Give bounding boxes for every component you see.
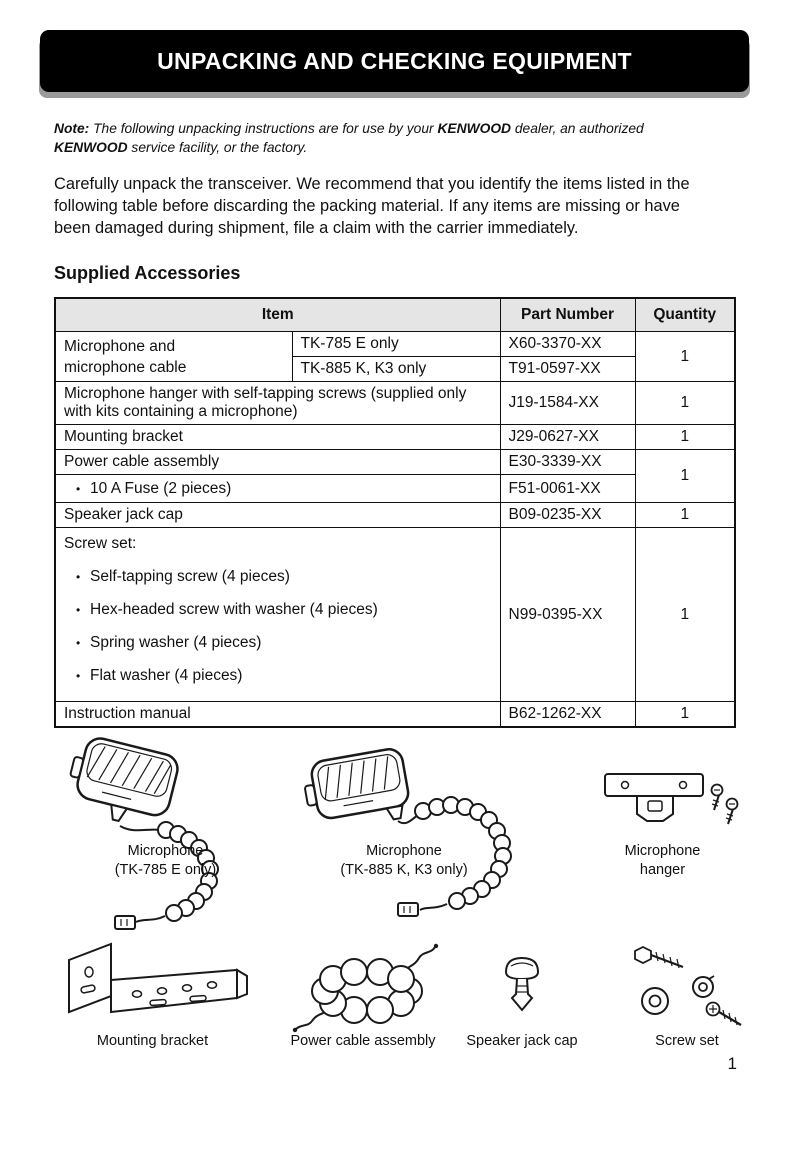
caption-power-cable bbox=[268, 1032, 458, 1051]
cell-bracket-part: J29-0627-XX bbox=[500, 425, 635, 450]
page-number: 1 bbox=[727, 1054, 737, 1073]
screw-bullet-4: • Flat washer (4 pieces) bbox=[64, 665, 492, 686]
screw-bullet-3: • Spring washer (4 pieces) bbox=[64, 632, 492, 653]
cell-manual-part: B62-1262-XX bbox=[500, 702, 635, 728]
caption-mounting-bracket-text: Mounting bracket bbox=[96, 1033, 209, 1049]
cell-microphone-item bbox=[55, 332, 292, 382]
note-paragraph bbox=[54, 119, 694, 157]
screw-bullet-1: • Self-tapping screw (4 pieces) bbox=[64, 566, 492, 587]
cell-fuse-part: F51-0061-XX bbox=[500, 475, 635, 503]
screw-bullet-2: • Hex-headed screw with washer (4 pieces) bbox=[64, 599, 492, 620]
cell-variant-885: TK-885 K, K3 only bbox=[292, 357, 500, 382]
row-microphone-hanger bbox=[55, 382, 735, 425]
row-mounting-bracket bbox=[55, 425, 735, 450]
caption-screw-set-text: Screw set bbox=[655, 1033, 719, 1049]
caption-microphone-885 bbox=[308, 842, 500, 880]
brand-kenwood-1: KENWOOD bbox=[437, 121, 512, 136]
caption-hanger-line1: Microphone bbox=[624, 843, 701, 859]
cell-fuse-item bbox=[55, 475, 500, 503]
caption-hanger-line2: hanger bbox=[639, 862, 686, 878]
caption-speaker-jack-cap-text: Speaker jack cap bbox=[466, 1033, 578, 1049]
microphone-785-illustration bbox=[58, 734, 273, 939]
row-instruction-manual bbox=[55, 702, 735, 728]
section-heading: Supplied Accessories bbox=[54, 263, 241, 283]
microphone-item-line2: microphone cable bbox=[64, 358, 187, 376]
microphone-hanger-illustration bbox=[583, 762, 743, 837]
speaker-jack-cap-illustration bbox=[492, 952, 552, 1024]
cell-hanger-part: J19-1584-XX bbox=[500, 382, 635, 425]
table-header-row bbox=[55, 298, 735, 332]
caption-microphone-785-line1: Microphone bbox=[127, 843, 204, 859]
cell-hanger-item: Microphone hanger with self-tapping screws (supplied only with kits containing a microphone) bbox=[55, 382, 500, 425]
note-text-1: The following unpacking instructions are for use by your bbox=[89, 121, 438, 136]
cell-power-qty: 1 bbox=[635, 450, 735, 503]
caption-microphone-785-line2: (TK-785 E only) bbox=[114, 862, 217, 878]
cell-power-item: Power cable assembly bbox=[55, 450, 500, 475]
caption-power-cable-text: Power cable assembly bbox=[290, 1033, 436, 1049]
microphone-885-illustration bbox=[298, 739, 548, 924]
screw-set-illustration bbox=[625, 937, 750, 1029]
screw-set-label: Screw set: bbox=[64, 535, 137, 552]
cell-bracket-item: Mounting bracket bbox=[55, 425, 500, 450]
page-title: UNPACKING AND CHECKING EQUIPMENT bbox=[157, 47, 632, 74]
cell-screw-set bbox=[55, 528, 500, 702]
caption-mounting-bracket bbox=[55, 1032, 250, 1051]
cell-power-part: E30-3339-XX bbox=[500, 450, 635, 475]
caption-speaker-jack-cap bbox=[446, 1032, 598, 1051]
cell-jack-qty: 1 bbox=[635, 503, 735, 528]
cell-bracket-qty: 1 bbox=[635, 425, 735, 450]
row-power-cable bbox=[55, 450, 735, 475]
col-header-quantity: Quantity bbox=[635, 298, 735, 332]
caption-screw-set bbox=[628, 1032, 746, 1051]
figures bbox=[0, 734, 789, 1052]
cell-jack-part: B09-0235-XX bbox=[500, 503, 635, 528]
intro-paragraph: Carefully unpack the transceiver. We recommend that you identify the items listed in the following table before discarding the packing material. If any items are missing or have been damaged during shipment, file a claim with the carrier immediately. bbox=[54, 175, 690, 237]
caption-microphone-hanger bbox=[590, 842, 735, 880]
page-banner bbox=[40, 30, 749, 92]
cell-variant-785: TK-785 E only bbox=[292, 332, 500, 357]
row-screw-set bbox=[55, 528, 735, 702]
cell-qty-microphone: 1 bbox=[635, 332, 735, 382]
row-fuse bbox=[55, 475, 735, 503]
col-header-part-number: Part Number bbox=[500, 298, 635, 332]
caption-microphone-885-line2: (TK-885 K, K3 only) bbox=[340, 862, 468, 878]
row-speaker-jack-cap bbox=[55, 503, 735, 528]
cell-manual-item: Instruction manual bbox=[55, 702, 500, 728]
cell-screw-part: N99-0395-XX bbox=[500, 528, 635, 702]
mounting-bracket-illustration bbox=[55, 934, 250, 1029]
col-header-item: Item bbox=[55, 298, 500, 332]
caption-microphone-885-line1: Microphone bbox=[366, 843, 442, 859]
row-microphone-785 bbox=[55, 332, 735, 357]
accessories-table bbox=[54, 297, 736, 728]
fuse-bullet: • 10 A Fuse (2 pieces) bbox=[64, 478, 492, 499]
power-cable-illustration bbox=[282, 939, 452, 1034]
cell-jack-item: Speaker jack cap bbox=[55, 503, 500, 528]
microphone-item-line1: Microphone and bbox=[64, 337, 176, 355]
note-text-3: service facility, or the factory. bbox=[127, 140, 308, 155]
caption-microphone-785 bbox=[83, 842, 248, 880]
note-label: Note: bbox=[54, 121, 90, 136]
brand-kenwood-2: KENWOOD bbox=[54, 140, 128, 155]
cell-screw-qty: 1 bbox=[635, 528, 735, 702]
note-text-2: dealer, an authorized bbox=[511, 121, 644, 136]
cell-part-785: X60-3370-XX bbox=[500, 332, 635, 357]
cell-part-885: T91-0597-XX bbox=[500, 357, 635, 382]
cell-hanger-qty: 1 bbox=[635, 382, 735, 425]
cell-manual-qty: 1 bbox=[635, 702, 735, 728]
